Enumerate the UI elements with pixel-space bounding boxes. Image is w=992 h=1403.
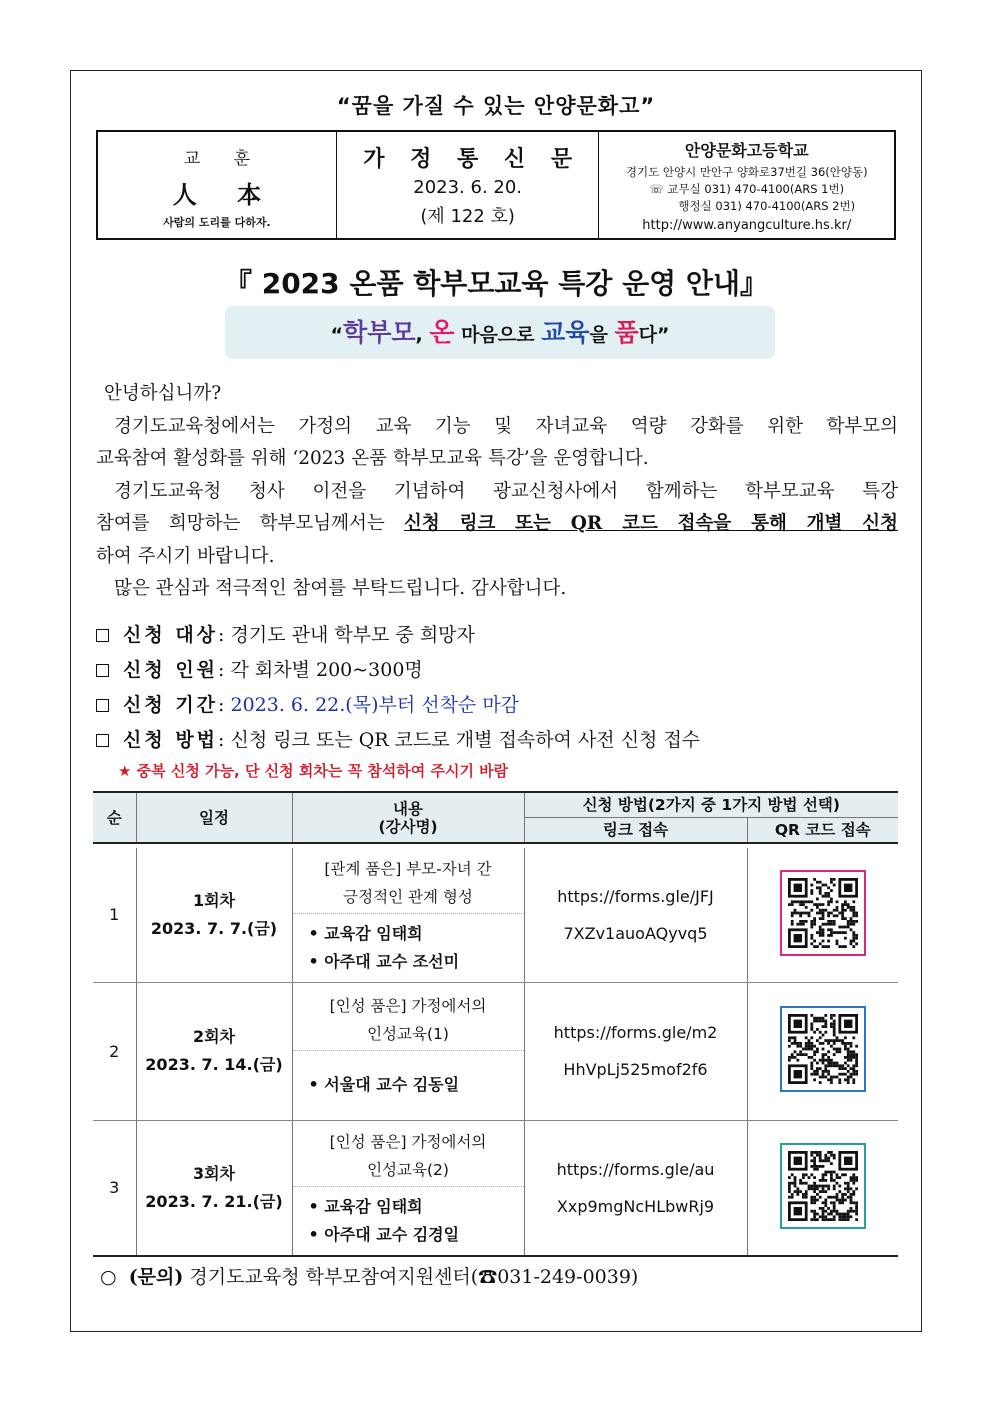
qr-code-icon [788, 1151, 858, 1221]
qr-code-frame[interactable] [780, 870, 866, 956]
paragraph-3 [96, 573, 898, 606]
session-lecturers [293, 1187, 524, 1249]
info-period-label: 신청 기간 [123, 694, 219, 716]
page-title: 『 2023 온품 학부모교육 특강 운영 안내』 [223, 267, 769, 300]
paragraph-3-text: 많은 관심과 적극적인 참여를 부탁드립니다. 감사합니다. [114, 578, 567, 599]
session-link-line-1[interactable]: https://forms.gle/au [556, 1159, 715, 1179]
school-info-cell [599, 132, 894, 238]
lecturer: • 서울대 교수 김동일 [308, 1074, 460, 1094]
slogan-part-pum: 품 [614, 318, 639, 347]
session-topic-line-1: [인성 품은] 가정에서의 [329, 996, 487, 1015]
col-header-schedule: 일정 [136, 792, 292, 843]
session-link[interactable] [524, 982, 747, 1120]
slogan-part-parents: 학부모 [343, 318, 416, 347]
session-qr [747, 1120, 898, 1256]
session-topic-line-2: 인성교육(1) [367, 1024, 449, 1043]
checkbox-square-icon [96, 734, 109, 747]
paragraph-2-line-3 [96, 541, 898, 574]
slogan-quote-open: “ [330, 324, 344, 346]
schedule-table [93, 791, 898, 1257]
paragraph-2-text-2: 참여를 희망하는 학부모님께서는 [96, 513, 405, 534]
session-date: 2023. 7. 21.(금) [145, 1191, 283, 1211]
col-header-no: 순 [93, 792, 136, 843]
newsletter-title: 가 정 통 신 문 [363, 147, 582, 172]
session-topic-line-1: [관계 품은] 부모-자녀 간 [324, 860, 492, 879]
paragraph-1-line-2 [96, 443, 898, 476]
paragraph-2-line-2 [96, 508, 898, 541]
session-schedule [136, 982, 292, 1120]
session-topic-line-1: [인성 품은] 가정에서의 [329, 1133, 487, 1152]
table-row [93, 982, 898, 1120]
application-emphasis: 신청 링크 또는 QR 코드 접속을 통해 개별 신청 [404, 513, 899, 534]
school-motto-label: 교 훈 [183, 149, 265, 169]
school-website-link[interactable]: http://www.anyangculture.hs.kr/ [642, 218, 852, 233]
info-period: 신청 기간: 2023. 6. 22.(목)부터 선착순 마감 [96, 688, 898, 723]
letter-body [96, 378, 898, 606]
paragraph-1-text-2: 교육참여 활성화를 위해 ‘2023 온품 학부모교육 특강’을 운영합니다. [96, 448, 649, 469]
session-content [292, 848, 524, 982]
col-header-content-title: 내용 [393, 799, 423, 818]
paragraph-2-text-1: 경기도교육청 청사 이전을 기념하여 광교신청사에서 함께하는 학부모교육 특강 [114, 480, 898, 502]
paragraph-1-line-1 [96, 411, 898, 444]
session-topic [293, 853, 524, 914]
paragraph-2-text-3: 하여 주시기 바랍니다. [96, 545, 275, 567]
paragraph-1-text-1: 경기도교육청에서는 가정의 교육 기능 및 자녀교육 역량 강화를 위한 학부모의 [114, 415, 898, 437]
footer-contact: 경기도교육청 학부모참여지원센터(☎031-249-0039) [183, 1266, 639, 1288]
session-number: 1 [93, 848, 136, 982]
session-schedule [136, 1120, 292, 1256]
col-header-content [292, 792, 524, 843]
school-motto-sub: 사람의 도리를 다하자. [163, 216, 271, 229]
session-content [292, 982, 524, 1120]
qr-code-icon [788, 1014, 858, 1084]
session-link-line-1[interactable]: https://forms.gle/JFJ [557, 886, 714, 906]
footer-label: (문의) [128, 1266, 184, 1288]
school-motto-cell [98, 132, 337, 238]
school-motto: 人 本 [172, 181, 278, 209]
col-header-link: 링크 접속 [524, 818, 747, 844]
qr-code-frame[interactable] [780, 1006, 866, 1092]
session-number: 2 [93, 982, 136, 1120]
school-address: 경기도 안양시 만안구 양화로37번길 36(안양동) [625, 165, 868, 179]
checkbox-square-icon [96, 629, 109, 642]
newsletter-date: 2023. 6. 20. [413, 177, 523, 198]
lecturer: • 교육감 임태희 [308, 1197, 423, 1217]
school-motto-banner: “꿈을 가질 수 있는 안양문화고” [336, 94, 656, 118]
session-topic-line-2: 긍정적인 관계 형성 [343, 888, 473, 907]
session-qr [747, 982, 898, 1120]
slogan-part-da: 다 [638, 324, 657, 346]
col-header-content-sub: (강사명) [378, 817, 438, 836]
info-target: 신청 대상: 경기도 관내 학부모 중 희망자 [96, 618, 898, 653]
session-number: 3 [93, 1120, 136, 1256]
lecturer: • 아주대 교수 김경일 [308, 1225, 460, 1245]
session-link-line-2[interactable]: 7XZv1auoAQyvq5 [563, 923, 708, 943]
session-date: 2023. 7. 14.(금) [145, 1055, 283, 1074]
qr-code-icon [788, 878, 858, 948]
info-method-label: 신청 방법 [123, 729, 219, 751]
session-label: 2회차 [192, 1027, 236, 1046]
session-topic-line-2: 인성교육(2) [367, 1161, 449, 1180]
session-date: 2023. 7. 7.(금) [150, 918, 278, 938]
greeting [96, 378, 898, 411]
info-method-value: 신청 링크 또는 QR 코드로 개별 접속하여 사전 신청 접수 [230, 729, 701, 751]
table-row [93, 848, 898, 982]
info-method: 신청 방법: 신청 링크 또는 QR 코드로 개별 접속하여 사전 신청 접수 [96, 723, 898, 758]
slogan-part-heart: 마음으로 [454, 324, 542, 346]
footer-bullet: ○ [100, 1266, 117, 1288]
info-capacity: 신청 인원: 각 회차별 200~300명 [96, 653, 898, 688]
session-qr [747, 848, 898, 982]
session-label: 1회차 [192, 890, 236, 910]
session-schedule [136, 848, 292, 982]
slogan-comma: , [415, 324, 430, 346]
qr-code-frame[interactable] [780, 1143, 866, 1229]
session-link[interactable] [524, 848, 747, 982]
contact-footer [100, 1262, 638, 1289]
lecturer: • 아주대 교수 조선미 [308, 952, 460, 972]
checkbox-square-icon [96, 664, 109, 677]
info-target-label: 신청 대상 [123, 624, 219, 646]
newsletter-number: (제 122 호) [420, 206, 515, 227]
session-link[interactable] [524, 1120, 747, 1256]
info-target-value: 경기도 관내 학부모 중 희망자 [230, 624, 475, 646]
session-topic [293, 990, 524, 1051]
slogan-part-on: 온 [429, 318, 455, 348]
newsletter-header [96, 130, 896, 240]
phone-teachers: ☏ 교무실 031) 470-4100(ARS 1번) [649, 182, 845, 196]
session-link-line-1[interactable]: https://forms.gle/m2 [553, 1023, 718, 1042]
lecturer: • 교육감 임태희 [308, 924, 423, 944]
session-label: 3회차 [192, 1163, 236, 1183]
session-lecturers [293, 914, 524, 976]
slogan-part-education: 교육 [541, 318, 590, 347]
info-capacity-value: 각 회차별 200~300명 [230, 659, 423, 681]
session-link-line-2[interactable]: Xxp9mgNcHLbwRj9 [556, 1196, 715, 1216]
application-info-list [96, 618, 898, 758]
session-topic [293, 1126, 524, 1187]
checkbox-square-icon [96, 699, 109, 712]
session-content [292, 1120, 524, 1256]
table-row [93, 1120, 898, 1256]
info-period-value: 2023. 6. 22.(목)부터 선착순 마감 [230, 694, 520, 716]
newsletter-info-cell [337, 132, 600, 238]
phone-admin: 행정실 031) 470-4100(ARS 2번) [678, 199, 856, 213]
slogan-quote-close: ” [656, 324, 670, 346]
slogan-banner [225, 306, 775, 359]
col-header-qr: QR 코드 접속 [747, 818, 898, 844]
paragraph-2-line-1 [96, 476, 898, 509]
duplicate-application-notice: ★ 중복 신청 가능, 단 신청 회차는 꼭 참석하여 주시기 바람 [118, 762, 509, 780]
session-lecturers [293, 1051, 524, 1113]
slogan-part-eul: 을 [589, 324, 615, 346]
col-header-method: 신청 방법(2가지 중 1가지 방법 선택) [524, 792, 898, 818]
info-capacity-label: 신청 인원 [123, 659, 219, 681]
session-link-line-2[interactable]: HhVpLj525mof2f6 [563, 1060, 708, 1079]
greeting-text: 안녕하십니까? [104, 383, 222, 404]
school-name: 안양문화고등학교 [684, 141, 809, 160]
